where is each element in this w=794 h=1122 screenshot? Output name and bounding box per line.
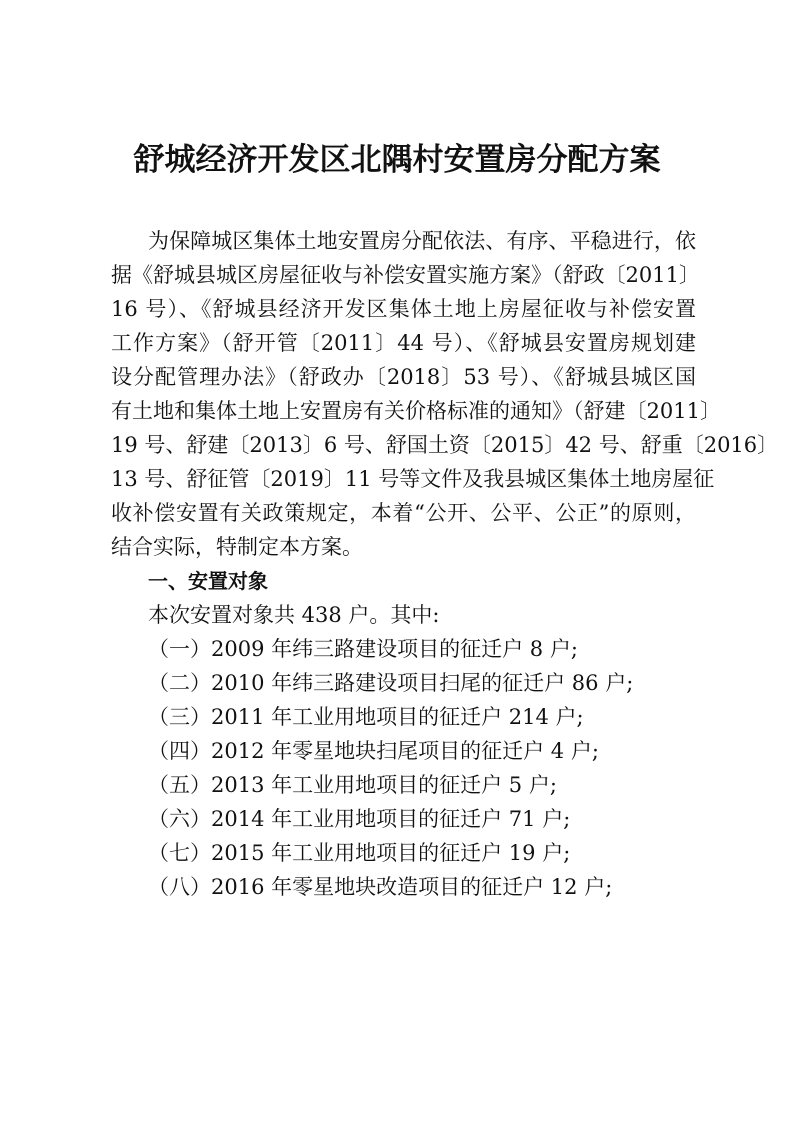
section-summary: 本次安置对象共 438 户。其中: [148, 603, 440, 627]
intro-line: 设分配管理办法》（舒政办〔2018〕53 号）、《舒城县城区国 [111, 365, 696, 389]
intro-line: 有土地和集体土地上安置房有关价格标准的通知》（舒建〔2011〕 [111, 399, 721, 423]
intro-line: 16 号）、《舒城县经济开发区集体土地上房屋征收与补偿安置 [111, 297, 696, 321]
intro-line: 为保障城区集体土地安置房分配依法、有序、平稳进行，依 [148, 229, 696, 253]
list-item: （五）2013 年工业用地项目的征迁户 5 户; [148, 773, 557, 797]
list-item: （一）2009 年纬三路建设项目的征迁户 8 户; [148, 637, 578, 661]
list-item: （二）2010 年纬三路建设项目扫尾的征迁户 86 户; [148, 671, 634, 695]
list-item: （三）2011 年工业用地项目的征迁户 214 户; [148, 705, 584, 729]
section-heading: 一、安置对象 [148, 569, 268, 593]
document-body [111, 224, 779, 904]
intro-line: 结合实际，特制定本方案。 [111, 535, 363, 559]
intro-line: 收补偿安置有关政策规定，本着“公开、公平、公正”的原则， [111, 501, 696, 525]
intro-line: 13 号、舒征管〔2019〕11 号等文件及我县城区集体土地房屋征 [111, 467, 715, 491]
intro-line: 据《舒城县城区房屋征收与补偿安置实施方案》（舒政〔2011〕 [111, 263, 700, 287]
intro-line: 工作方案》（舒开管〔2011〕44 号）、《舒城县安置房规划建 [111, 331, 696, 355]
intro-line: 19 号、舒建〔2013〕6 号、舒国土资〔2015〕42 号、舒重〔2016〕 [111, 433, 779, 457]
document-title: 舒城经济开发区北隅村安置房分配方案 [133, 142, 661, 178]
list-item: （四）2012 年零星地块扫尾项目的征迁户 4 户; [148, 739, 599, 763]
list-item: （七）2015 年工业用地项目的征迁户 19 户; [148, 841, 571, 865]
list-item: （六）2014 年工业用地项目的征迁户 71 户; [148, 807, 571, 831]
list-item: （八）2016 年零星地块改造项目的征迁户 12 户; [148, 875, 613, 899]
